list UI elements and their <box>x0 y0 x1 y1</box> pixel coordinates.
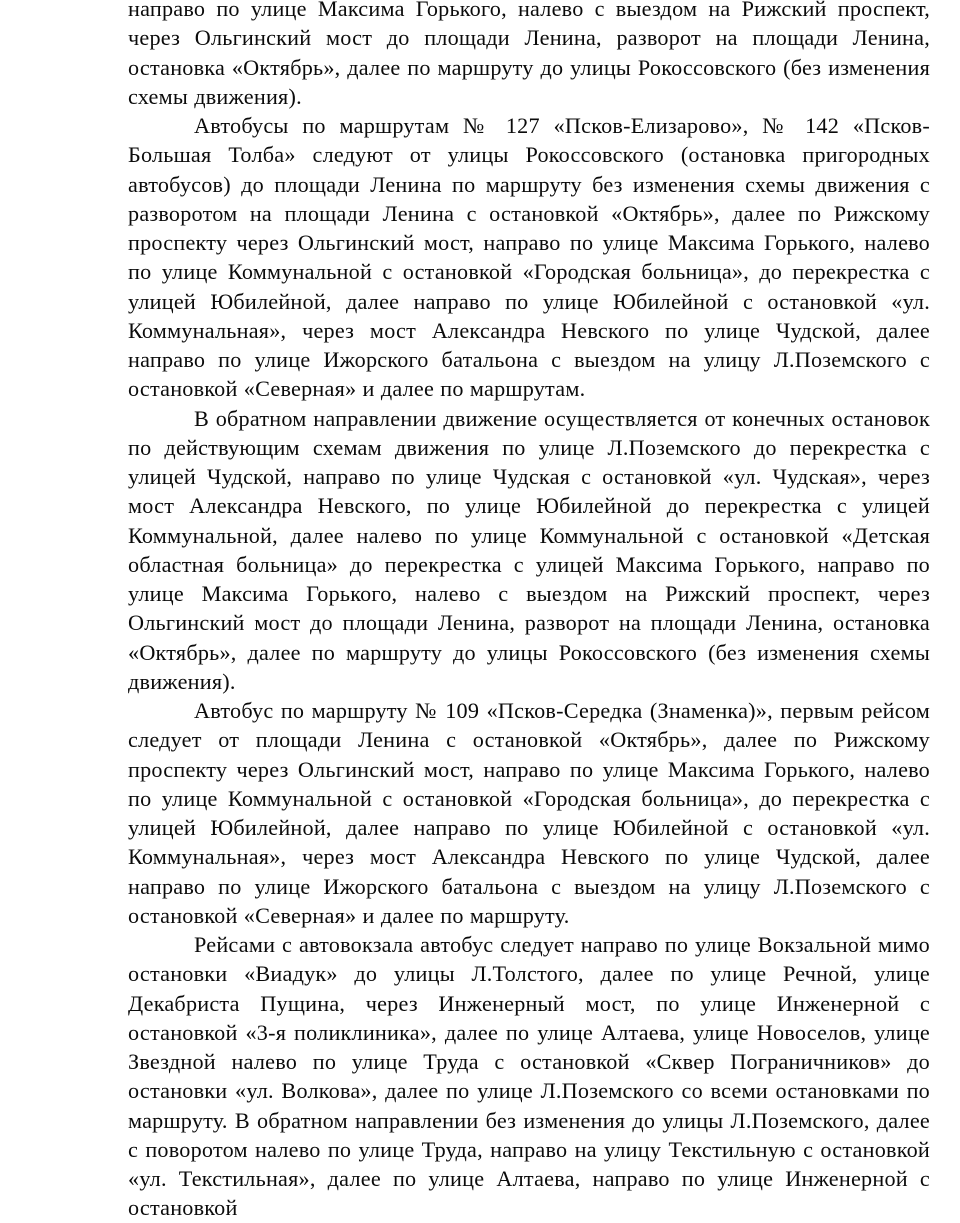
document-text-body <box>128 0 930 1223</box>
paragraph-routes-127-142: Автобусы по маршрутам № 127 «Псков-Елизарово», № 142 «Псков-Большая Толба» следуют от улицы Рокоссовского (остановка пригородных автобусов) до площади Ленина по маршруту без изменения схемы движения с разворотом на площади Ленина с остановкой «Октябрь», далее по Рижскому проспекту через Ольгинский мост, направо по улице Максима Горького, налево по улице Коммунальной с остановкой «Городская больница», до перекрестка с улицей Юбилейной, далее направо по улице Юбилейной с остановкой «ул. Коммунальная», через мост Александра Невского по улице Чудской, далее направо по улице Ижорского батальона с выездом на улицу Л.Поземского с остановкой «Северная» и далее по маршрутам. <box>128 113 930 402</box>
paragraph-bus-station-trips: Рейсами с автовокзала автобус следует направо по улице Вокзальной мимо остановки «Виадук» до улицы Л.Толстого, далее по улице Речной, улице Декабриста Пущина, через Инженерный мост, по улице Инженерной с остановкой «3-я поликлиника», далее по улице Алтаева, улице Новоселов, улице Звездной налево по улице Труда с остановкой «Сквер Пограничников» до остановки «ул. Волкова», далее по улице Л.Поземского со всеми остановками по маршруту. В обратном направлении без изменения до улицы Л.Поземского, далее с поворотом налево по улице Труда, направо на улицу Текстильную с остановкой «ул. Текстильная», далее по улице Алтаева, направо по улице Инженерной с остановкой <box>128 932 930 1221</box>
paragraph-reverse-direction: В обратном направлении движение осуществляется от конечных остановок по действующим схемам движения по улице Л.Поземского до перекрестка с улицей Чудской, направо по улице Чудская с остановкой «ул. Чудская», через мост Александра Невского, по улице Юбилейной до перекрестка с улицей Коммунальной, далее налево по улице Коммунальной с остановкой «Детская областная больница» до перекрестка с улицей Максима Горького, направо по улице Максима Горького, налево с выездом на Рижский проспект, через Ольгинский мост до площади Ленина, разворот на площади Ленина, остановка «Октябрь», далее по маршруту до улицы Рокоссовского (без изменения схемы движения). <box>128 405 930 694</box>
paragraph-route-109: Автобус по маршруту № 109 «Псков-Середка (Знаменка)», первым рейсом следует от площади Ленина с остановкой «Октябрь», далее по Рижскому проспекту через Ольгинский мост, направо по улице Максима Горького, налево по улице Коммунальной с остановкой «Городская больница», до перекрестка с улицей Юбилейной, далее направо по улице Юбилейной с остановкой «ул. Коммунальная», через мост Александра Невского по улице Чудской, далее направо по улице Ижорского батальона с выездом на улицу Л.Поземского с остановкой «Северная» и далее по маршруту. <box>128 698 930 928</box>
paragraph-continued: направо по улице Максима Горького, налево с выездом на Рижский проспект, через Ольгинский мост до площади Ленина, разворот на площади Ленина, остановка «Октябрь», далее по маршруту до улицы Рокоссовского (без изменения схемы движения). <box>128 0 930 109</box>
